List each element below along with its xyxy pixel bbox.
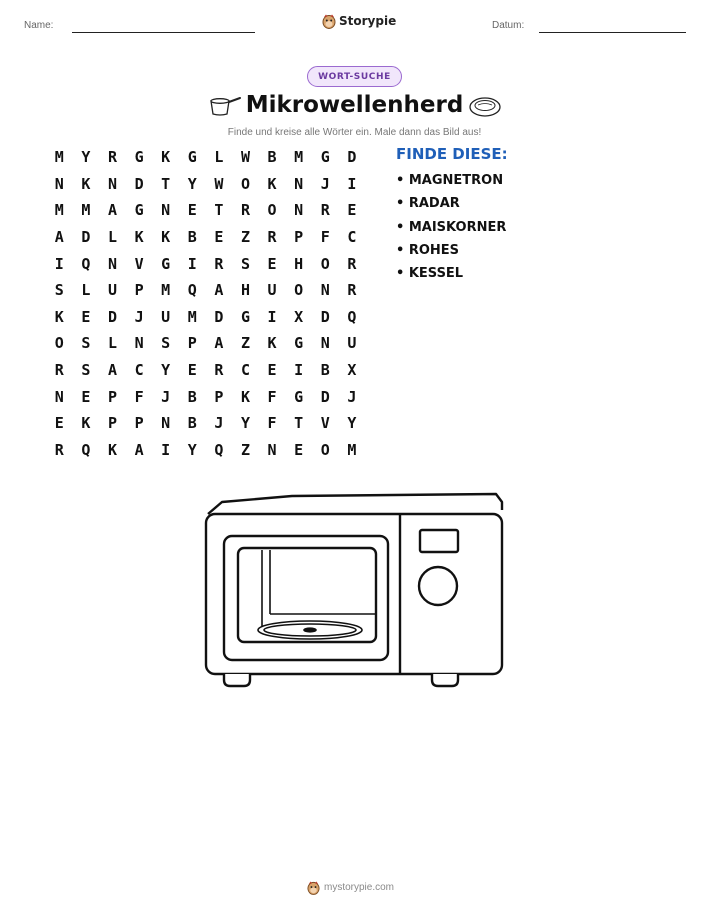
mascot-logo-icon xyxy=(322,13,336,29)
grid-cell[interactable]: A xyxy=(214,281,224,300)
grid-cell[interactable]: N xyxy=(267,440,277,459)
grid-cell[interactable]: L xyxy=(107,228,117,247)
grid-cell[interactable]: J xyxy=(214,414,224,433)
grid-cell[interactable]: K xyxy=(267,174,277,193)
grid-cell[interactable]: Q xyxy=(214,440,224,459)
grid-cell[interactable]: A xyxy=(107,361,117,380)
grid-cell[interactable]: G xyxy=(134,201,144,220)
grid-cell[interactable]: I xyxy=(54,254,64,273)
grid-cell[interactable]: E xyxy=(81,387,91,406)
grid-cell[interactable]: D xyxy=(320,387,330,406)
footer-url[interactable]: mystorypie.com xyxy=(324,882,395,893)
grid-cell[interactable]: S xyxy=(81,361,91,380)
grid-cell[interactable]: B xyxy=(187,414,197,433)
grid-cell[interactable]: G xyxy=(320,148,330,167)
grid-cell[interactable]: J xyxy=(161,387,171,406)
grid-cell[interactable]: E xyxy=(187,361,197,380)
grid-cell[interactable]: V xyxy=(134,254,144,273)
grid-cell[interactable]: O xyxy=(294,281,304,300)
grid-cell[interactable]: L xyxy=(107,334,117,353)
grid-cell[interactable]: W xyxy=(240,148,250,167)
grid-cell[interactable]: Q xyxy=(81,254,91,273)
word-item: • RADAR xyxy=(396,196,460,212)
grid-cell[interactable]: O xyxy=(240,174,250,193)
grid-cell[interactable]: T xyxy=(294,414,304,433)
grid-cell[interactable]: H xyxy=(240,281,250,300)
grid-cell[interactable]: F xyxy=(320,228,330,247)
grid-cell[interactable]: N xyxy=(54,387,64,406)
grid-cell[interactable]: E xyxy=(187,201,197,220)
grid-cell[interactable]: P xyxy=(134,414,144,433)
grid-cell[interactable]: D xyxy=(107,307,117,326)
grid-cell[interactable]: D xyxy=(347,148,357,167)
grid-cell[interactable]: A xyxy=(54,228,64,247)
date-line[interactable] xyxy=(539,32,686,33)
grid-cell[interactable]: W xyxy=(214,174,224,193)
grid-cell[interactable]: R xyxy=(347,254,357,273)
grid-cell[interactable]: T xyxy=(161,174,171,193)
grid-cell[interactable]: R xyxy=(347,281,357,300)
grid-cell[interactable]: O xyxy=(320,440,330,459)
grid-cell[interactable]: Z xyxy=(240,228,250,247)
grid-cell[interactable]: M xyxy=(54,201,64,220)
brand-logo xyxy=(322,13,396,29)
grid-cell[interactable]: N xyxy=(294,174,304,193)
grid-cell[interactable]: U xyxy=(107,281,117,300)
grid-cell[interactable]: Z xyxy=(240,334,250,353)
grid-cell[interactable]: M xyxy=(294,148,304,167)
grid-cell[interactable]: J xyxy=(347,387,357,406)
grid-cell[interactable]: E xyxy=(347,201,357,220)
grid-cell[interactable]: R xyxy=(54,361,64,380)
grid-cell[interactable]: F xyxy=(134,387,144,406)
grid-cell[interactable]: V xyxy=(320,414,330,433)
page-title: Mikrowellenherd xyxy=(245,92,464,118)
grid-cell[interactable]: R xyxy=(320,201,330,220)
grid-cell[interactable]: Q xyxy=(81,440,91,459)
grid-cell[interactable]: M xyxy=(54,148,64,167)
grid-cell[interactable]: J xyxy=(134,307,144,326)
grid-cell[interactable]: U xyxy=(347,334,357,353)
grid-cell[interactable]: C xyxy=(347,228,357,247)
grid-cell[interactable]: R xyxy=(54,440,64,459)
microwave-illustration xyxy=(200,490,510,690)
grid-cell[interactable]: G xyxy=(240,307,250,326)
grid-cell[interactable]: P xyxy=(134,281,144,300)
grid-cell[interactable]: S xyxy=(54,281,64,300)
brand-name: Storypie xyxy=(339,14,397,28)
grid-cell[interactable]: K xyxy=(267,334,277,353)
grid-cell[interactable]: K xyxy=(54,307,64,326)
grid-cell[interactable]: I xyxy=(347,174,357,193)
grid-cell[interactable]: I xyxy=(267,307,277,326)
word-list xyxy=(396,172,506,288)
grid-cell[interactable]: N xyxy=(320,281,330,300)
grid-cell[interactable]: P xyxy=(294,228,304,247)
grid-cell[interactable]: B xyxy=(187,387,197,406)
grid-cell[interactable]: N xyxy=(320,334,330,353)
grid-cell[interactable]: Y xyxy=(187,174,197,193)
grid-cell[interactable]: Y xyxy=(81,148,91,167)
footer xyxy=(307,880,394,895)
grid-cell[interactable]: X xyxy=(294,307,304,326)
grid-cell[interactable]: E xyxy=(214,228,224,247)
grid-cell[interactable]: N xyxy=(294,201,304,220)
grid-cell[interactable]: A xyxy=(107,201,117,220)
grid-cell[interactable]: B xyxy=(320,361,330,380)
grid-cell[interactable]: K xyxy=(107,440,117,459)
find-list-heading: FINDE DIESE: xyxy=(396,145,508,163)
grid-cell[interactable]: K xyxy=(240,387,250,406)
grid-cell[interactable]: K xyxy=(134,228,144,247)
grid-cell[interactable]: G xyxy=(134,148,144,167)
grid-cell[interactable]: I xyxy=(294,361,304,380)
grid-cell[interactable]: G xyxy=(294,334,304,353)
grid-cell[interactable]: D xyxy=(320,307,330,326)
grid-cell[interactable]: F xyxy=(267,387,277,406)
grid-cell[interactable]: Y xyxy=(161,361,171,380)
grid-cell[interactable]: P xyxy=(214,387,224,406)
grid-cell[interactable]: N xyxy=(107,174,117,193)
grid-cell[interactable]: N xyxy=(107,254,117,273)
grid-cell[interactable]: C xyxy=(240,361,250,380)
grid-cell[interactable]: B xyxy=(267,148,277,167)
grid-cell[interactable]: E xyxy=(81,307,91,326)
grid-cell[interactable]: Y xyxy=(187,440,197,459)
grid-cell[interactable]: B xyxy=(187,228,197,247)
grid-cell[interactable]: N xyxy=(161,201,171,220)
grid-cell[interactable]: P xyxy=(107,414,117,433)
grid-cell[interactable]: H xyxy=(294,254,304,273)
grid-cell[interactable]: G xyxy=(187,148,197,167)
grid-cell[interactable]: R xyxy=(214,361,224,380)
grid-cell[interactable]: T xyxy=(214,201,224,220)
grid-cell[interactable]: K xyxy=(161,228,171,247)
grid-cell[interactable]: O xyxy=(320,254,330,273)
letter-grid xyxy=(46,144,365,463)
grid-cell[interactable]: K xyxy=(81,414,91,433)
grid-cell[interactable]: R xyxy=(107,148,117,167)
grid-cell[interactable]: E xyxy=(54,414,64,433)
wordsearch-badge: WORT-SUCHE xyxy=(307,66,402,87)
grid-cell[interactable]: F xyxy=(267,414,277,433)
grid-cell[interactable]: M xyxy=(81,201,91,220)
grid-cell[interactable]: U xyxy=(267,281,277,300)
grid-cell[interactable]: K xyxy=(161,148,171,167)
grid-cell[interactable]: U xyxy=(161,307,171,326)
grid-cell[interactable]: C xyxy=(134,361,144,380)
grid-cell[interactable]: Y xyxy=(347,414,357,433)
grid-cell[interactable]: N xyxy=(161,414,171,433)
grid-cell[interactable]: R xyxy=(240,201,250,220)
grid-cell[interactable]: D xyxy=(81,228,91,247)
word-item: • KESSEL xyxy=(396,266,464,282)
grid-cell[interactable]: N xyxy=(54,174,64,193)
mascot-logo-icon xyxy=(307,880,320,895)
grid-cell[interactable]: M xyxy=(347,440,357,459)
word-item: • MAISKORNER xyxy=(396,219,507,235)
grid-cell[interactable]: E xyxy=(267,361,277,380)
grid-cell[interactable]: O xyxy=(54,334,64,353)
grid-cell[interactable]: L xyxy=(81,281,91,300)
grid-cell[interactable]: R xyxy=(267,228,277,247)
grid-cell[interactable]: G xyxy=(294,387,304,406)
grid-cell[interactable]: D xyxy=(134,174,144,193)
grid-cell[interactable]: J xyxy=(320,174,330,193)
grid-cell[interactable]: E xyxy=(294,440,304,459)
grid-cell[interactable]: S xyxy=(81,334,91,353)
name-label: Name: xyxy=(24,20,54,31)
grid-cell[interactable]: P xyxy=(187,334,197,353)
grid-cell[interactable]: Z xyxy=(240,440,250,459)
grid-cell[interactable]: N xyxy=(134,334,144,353)
grid-cell[interactable]: S xyxy=(240,254,250,273)
grid-cell[interactable]: A xyxy=(134,440,144,459)
grid-cell[interactable]: R xyxy=(214,254,224,273)
grid-cell[interactable]: L xyxy=(214,148,224,167)
grid-cell[interactable]: O xyxy=(267,201,277,220)
grid-cell[interactable]: P xyxy=(107,387,117,406)
word-item: • MAGNETRON xyxy=(396,173,504,188)
grid-cell[interactable]: Q xyxy=(187,281,197,300)
date-label: Datum: xyxy=(492,20,525,31)
grid-cell[interactable]: E xyxy=(267,254,277,273)
grid-cell[interactable]: A xyxy=(214,334,224,353)
grid-cell[interactable]: Y xyxy=(240,414,250,433)
grid-cell[interactable]: S xyxy=(161,334,171,353)
grid-cell[interactable]: X xyxy=(347,361,357,380)
instructions: Finde und kreise alle Wörter ein. Male dann das Bild aus! xyxy=(227,127,482,138)
grid-cell[interactable]: K xyxy=(81,174,91,193)
grid-cell[interactable]: Q xyxy=(347,307,357,326)
word-item: • ROHES xyxy=(396,242,460,258)
grid-cell[interactable]: G xyxy=(161,254,171,273)
name-line[interactable] xyxy=(72,32,255,33)
grid-cell[interactable]: D xyxy=(214,307,224,326)
grid-cell[interactable]: I xyxy=(187,254,197,273)
grid-cell[interactable]: I xyxy=(161,440,171,459)
grid-cell[interactable]: M xyxy=(161,281,171,300)
grid-cell[interactable]: M xyxy=(187,307,197,326)
